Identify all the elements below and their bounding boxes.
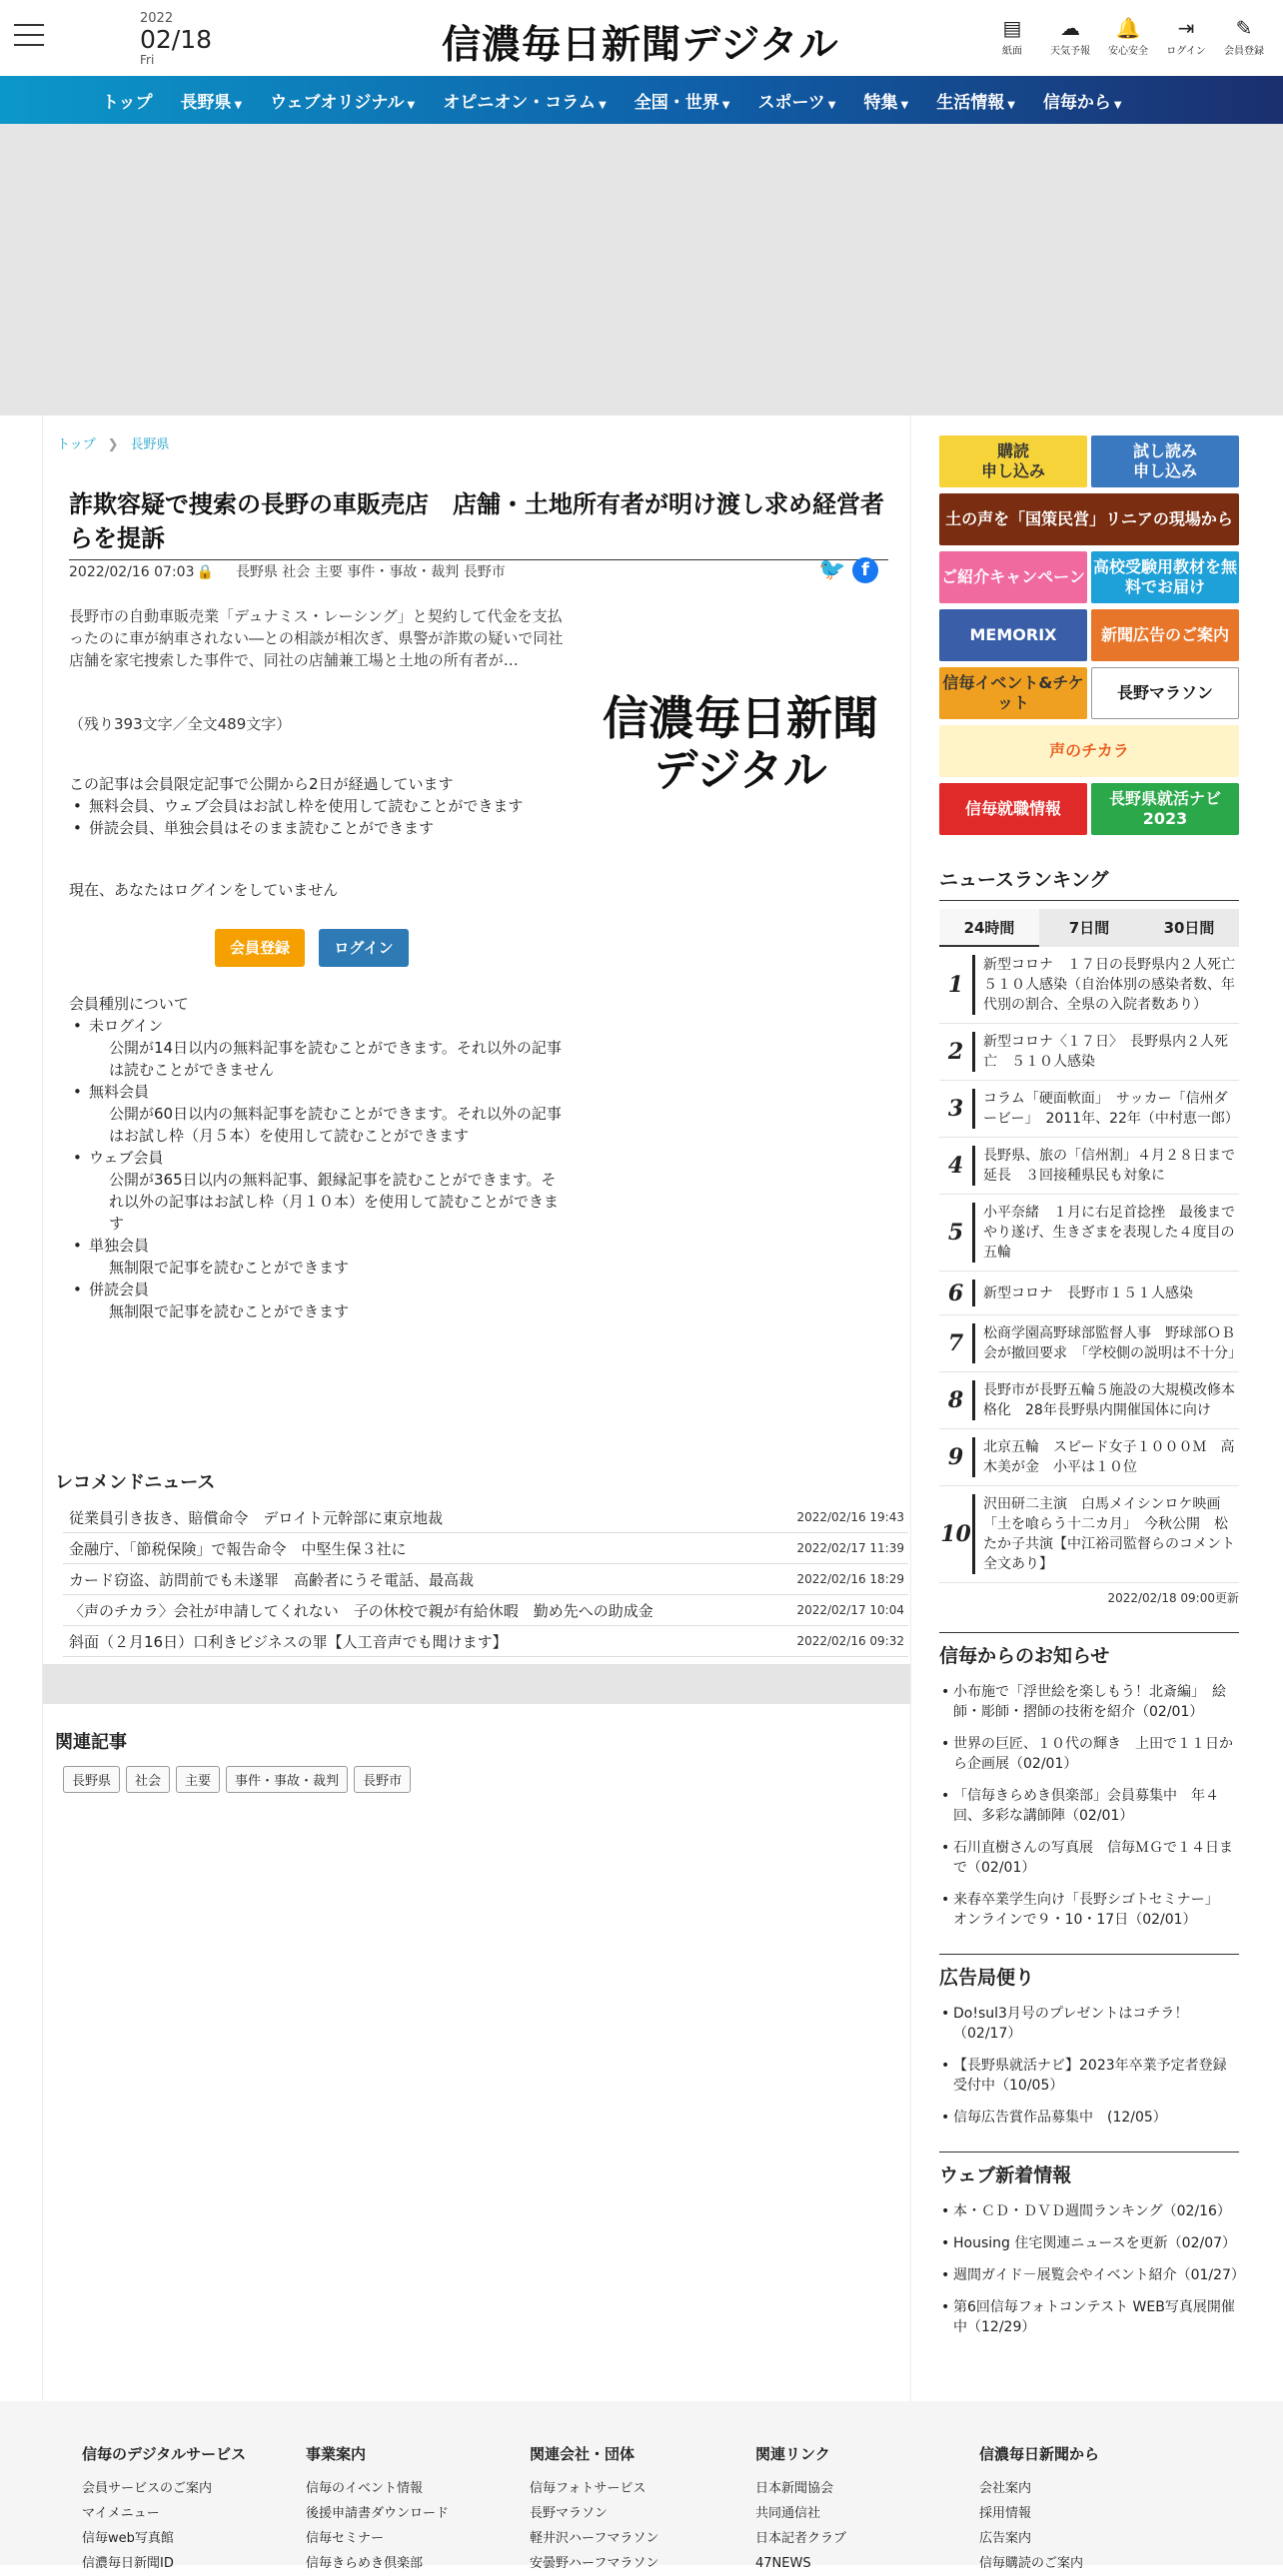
member-type-desc: 無制限で記事を読むことができます [109,1259,350,1277]
ranking-title: 長野県、旅の「信州割」４月２８日まで延長 ３回接種県民も対象に [983,1148,1235,1184]
bell-icon: 🔔 [1115,16,1141,40]
ranking-tab[interactable]: 30日間 [1163,919,1215,937]
ranking-item[interactable] [939,1138,1239,1195]
sidebar-banner[interactable]: 長野県就活ナビ2023 [1091,783,1239,835]
main-content [42,416,911,2401]
recommend-item[interactable] [63,1502,908,1533]
ranking-item[interactable] [939,1315,1242,1372]
image-logo-line2: デジタル [653,745,827,796]
member-types [69,993,565,1322]
image-logo-line1: 信濃毎日新聞 [603,691,878,745]
ranking-title: 新型コロナ 長野市１５１人感染 [983,1285,1193,1301]
sidebar-banner[interactable]: 長野マラソン [1091,667,1239,719]
nav-item-label: 全国・世界 [634,92,719,113]
member-type-name: • 単独会員 [69,1235,565,1257]
nav-item-4[interactable] [621,88,744,113]
notice-item[interactable]: • 石川直樹さんの写真展 信毎ＭＧで１４日まで（02/01） [939,1838,1239,1878]
ranking-updated: 2022/02/18 09:00更新 [1107,1591,1239,1605]
footer-link[interactable]: 会員サービスのご案内 [82,2481,213,2496]
sidebar-banner[interactable]: MEMORIX [939,609,1087,661]
member-types-list [69,1015,565,1322]
footer-links [530,2476,658,2576]
related-tags [63,1766,411,1793]
ranking-title: 長野市が長野五輪５施設の大規模改修本格化 28年長野県内開催国体に向け [983,1382,1235,1418]
recommend-list [63,1502,908,1657]
notice-item[interactable]: • 世界の巨匠、１０代の輝き 上田で１１日から企画展（02/01） [939,1734,1239,1774]
nav-item-label: 長野県 [180,92,232,113]
ad-area-2 [43,1664,910,1704]
related-tag[interactable]: 事件・事故・裁判 [226,1766,348,1793]
newspaper-icon: ▤ [1002,16,1022,40]
ranking-tab[interactable]: 24時間 [939,909,1039,947]
member-type-desc: 無制限で記事を読むことができます [109,1302,350,1320]
ranking-tabs [939,909,1239,947]
related-heading: 関連記事 [55,1732,127,1753]
webnew-item[interactable]: • 第6回信毎フォトコンテスト WEB写真展開催中（12/29） [939,2297,1239,2337]
ranking-list [939,947,1249,1583]
adnews-item[interactable]: • 信毎広告賞作品募集中 (12/05） [939,2108,1239,2128]
ranking-title: 小平奈緒 １月に右足首捻挫 最後までやり遂げ、生きざまを表現した４度目の五輪 [983,1205,1235,1261]
nav-item-label: ウェブオリジナル [270,92,405,113]
nav-item-5[interactable] [743,88,849,113]
article-image-logo [591,691,890,801]
recommend-item[interactable] [63,1595,908,1626]
header-icon-label: 天気予報 [1050,46,1090,57]
twitter-icon[interactable]: 🐦 [818,557,846,582]
sidebar-banners [939,435,1239,835]
nav-item-8[interactable] [1029,88,1136,113]
breadcrumb-current[interactable]: 長野県 [130,437,170,452]
facebook-icon[interactable]: f [852,557,878,583]
nav-item-label: オピニオン・コラム [443,92,597,113]
footer-column [755,2443,846,2576]
recommend-title: 〈声のチカラ〉会社が申請してくれない 子の休校で親が有給休暇 勤め先への助成金 [69,1601,653,1620]
footer-heading: 信毎のデジタルサービス [82,2445,247,2463]
adnews-item[interactable]: • 【長野県就活ナビ】2023年卒業予定者登録受付中（10/05） [939,2056,1239,2096]
sidebar-banner[interactable]: ご紹介キャンペーン [939,551,1087,603]
register-button[interactable]: 会員登録 [215,929,305,967]
ranking-title: コラム「硬面軟面」 サッカー「信州ダービー」 2011年、22年（中村恵一郎） [983,1091,1239,1127]
footer-link[interactable]: 軽井沢ハーフマラソン [530,2531,659,2546]
login-status: 現在、あなたはログインをしていません [69,881,339,899]
webnew-heading: ウェブ新着情報 [939,2151,1239,2201]
ranking-number: 5 [939,1203,975,1263]
notice-item[interactable]: • 小布施で「浮世絵を楽しもう！北斎編」 絵師・彫師・摺師の技術を紹介（02/01） [939,1682,1239,1722]
footer-link[interactable]: 信毎購読のご案内 [979,2556,1084,2571]
date-month-day: 02/18 [140,25,213,54]
recommend-item[interactable] [63,1533,908,1564]
footer-column [979,2443,1099,2576]
ranking-title: 松商学園高野球部監督人事 野球部ＯＢ会が撤回要求 「学校側の説明は不十分」 [983,1325,1242,1361]
footer-link[interactable]: 信毎フォトサービス [530,2481,646,2496]
paywall-info [69,773,565,839]
footer-link[interactable]: 広告案内 [979,2531,1032,2546]
footer-link[interactable]: 後援申請書ダウンロード [306,2506,450,2521]
signup-link[interactable] [1219,16,1269,57]
paywall-item: • 無料会員、ウェブ会員はお試し枠を使用して読むことができます [69,795,565,817]
site-footer [0,2401,1283,2571]
footer-column [530,2443,658,2576]
footer-link[interactable]: 信毎セミナー [306,2531,385,2546]
caret-down-icon: ▼ [827,99,836,111]
recommend-title: 従業員引き抜き、賠償命令 デロイト元幹部に東京地裁 [69,1508,443,1527]
footer-heading: 関連リンク [755,2445,830,2463]
date-weekday: Fri [140,53,155,67]
article-meta [69,561,506,581]
ad-area [0,124,1283,416]
ranking-title: 新型コロナ〈１７日〉 長野県内２人死亡 ５１０人感染 [983,1034,1228,1070]
footer-link[interactable]: 47NEWS [755,2556,811,2571]
footer-link[interactable]: 採用情報 [979,2506,1032,2521]
login-button[interactable]: ログイン [319,929,409,967]
caret-down-icon: ▼ [407,99,416,111]
header-icon-label: 会員登録 [1224,46,1264,57]
webnew-item[interactable]: • 週間ガイド－展覧会やイベント紹介（01/27） [939,2265,1239,2285]
footer-link[interactable]: 信毎web写真館 [82,2531,174,2546]
sidebar-banner[interactable]: 信毎イベント&チケット [939,667,1087,719]
header-icon-label: 安心安全 [1108,46,1148,57]
login-icon: ⇥ [1177,16,1195,40]
ranking-item[interactable] [939,1372,1239,1429]
lock-icon: 🔒 [196,564,214,580]
nav-item-label: 特集 [863,92,898,113]
footer-links [306,2476,449,2576]
ranking-number: 1 [939,955,975,1015]
sidebar-banner[interactable]: 新聞広告のご案内 [1091,609,1239,661]
notice-item[interactable]: • 「信毎きらめき倶楽部」会員募集中 年４回、多彩な講師陣（02/01） [939,1786,1239,1826]
footer-heading: 関連会社・団体 [530,2445,636,2463]
site-logo[interactable]: 信濃毎日新聞デジタル [442,22,839,68]
recommend-date: 2022/02/17 10:04 [796,1603,904,1617]
recommend-title: 斜面（２月16日）口利きビジネスの罪【人工音声でも聞けます】 [69,1632,508,1651]
nav-item-0[interactable] [88,88,167,113]
caret-down-icon: ▼ [599,99,607,111]
ranking-title: 沢田研二主演 白馬メイシンロケ映画「土を喰らう十二カ月」 今秋公開 松たか子共演【中江裕司監督らのコメント全文あり】 [983,1496,1235,1572]
footer-link[interactable]: マイメニュー [82,2506,160,2521]
auth-buttons [215,929,409,967]
footer-link[interactable]: 長野マラソン [530,2506,609,2521]
ranking-item[interactable] [939,1195,1239,1272]
article-datetime: 2022/02/16 07:03 [69,564,195,580]
newspaper-link[interactable] [987,16,1037,57]
current-date [140,12,212,66]
recommend-item[interactable] [63,1626,908,1657]
caret-down-icon: ▼ [1113,99,1122,111]
menu-icon[interactable] [14,24,46,48]
ranking-item[interactable] [939,1081,1239,1138]
ranking-number: 7 [939,1323,975,1363]
ranking-number: 3 [939,1089,975,1129]
recommend-title: 金融庁、「節税保険」で報告命令 中堅生保３社に [69,1539,407,1558]
sidebar-banner[interactable]: 試し読み 申し込み [1091,435,1239,487]
related-tag[interactable]: 長野県 [63,1766,120,1793]
ranking-number: 6 [939,1280,975,1306]
header-icons [987,16,1269,57]
paywall-text: この記事は会員限定記事で公開から2日が経過しています [69,775,454,793]
site-header [0,0,1283,76]
sidebar-banner[interactable]: 高校受験用教材を無料でお届け [1091,551,1239,603]
footer-links [82,2476,246,2576]
recommend-date: 2022/02/16 19:43 [796,1510,904,1524]
footer-link[interactable]: 信濃毎日新聞ID [82,2556,174,2571]
footer-link[interactable]: 会社案内 [979,2481,1032,2496]
footer-links [755,2476,846,2576]
ranking-title: 新型コロナ １７日の長野県内２人死亡 ５１０人感染（自治体別の感染者数、年代別の割合、全県の入院者数あり） [983,957,1249,1013]
member-type-desc: 公開が365日以内の無料記事、銀縁記事を読むことができます。それ以外の記事はお試し枠（月１０本）を使用して読むことができます [109,1171,560,1233]
adnews-item[interactable]: • Do!sul3月号のプレゼントはコチラ！（02/17） [939,2004,1239,2044]
footer-links [979,2476,1099,2576]
article-lead: 長野市の自動車販売業「デュナミス・レーシング」と契約して代金を支払ったのに車が納車されない―との相談が相次ぎ、県警が詐欺の疑いで同社店舗を家宅捜索した事件で、同社の店舗兼工場と土地の所有者が… [69,607,564,669]
ranking-item[interactable] [939,1272,1239,1315]
webnew-item[interactable]: • Housing 住宅関連ニュースを更新（02/07） [939,2233,1239,2253]
ranking-number: 4 [939,1146,975,1186]
footer-link[interactable]: 共同通信社 [755,2506,821,2521]
nav-item-1[interactable] [167,88,257,113]
related-tag[interactable]: 社会 [126,1766,170,1793]
nav-item-2[interactable] [256,88,429,113]
related-tag[interactable]: 長野市 [354,1766,411,1793]
notice-heading: 信毎からのお知らせ [939,1632,1239,1682]
nav-item-3[interactable] [429,88,621,113]
signup-icon: ✎ [1235,16,1253,40]
nav-item-label: スポーツ [757,92,825,113]
paywall-list [69,795,565,839]
member-type-name: • 無料会員 [69,1081,565,1103]
footer-link[interactable]: 日本新聞協会 [755,2481,834,2496]
webnew-item[interactable]: • 本・ＣＤ・ＤＶＤ週間ランキング（02/16） [939,2201,1239,2221]
footer-link[interactable]: 日本記者クラブ [755,2531,847,2546]
ranking-number: 2 [939,1032,975,1072]
footer-column [82,2443,246,2576]
member-type-name: • ウェブ会員 [69,1147,565,1169]
ranking-number: 9 [939,1437,975,1477]
recommend-title: カード窃盗、訪問前でも未遂罪 高齢者にうそ電話、最高裁 [69,1570,475,1589]
member-type-desc: 公開が14日以内の無料記事を読むことができます。それ以外の記事は読むことができません [109,1039,562,1079]
ranking-item[interactable] [939,1429,1239,1486]
article-remaining: （残り393文字／全文489文字） [69,715,292,733]
member-type-name: • 未ログイン [69,1015,565,1037]
caret-down-icon: ▼ [721,99,730,111]
footer-link[interactable]: 安曇野ハーフマラソン [530,2556,659,2571]
footer-link[interactable]: 信毎きらめき倶楽部 [306,2556,424,2571]
related-tag[interactable]: 主要 [176,1766,220,1793]
footer-column [306,2443,449,2576]
date-year: 2022 [140,11,174,26]
nav-item-6[interactable] [850,88,923,113]
member-type-name: • 併読会員 [69,1279,565,1300]
sidebar [939,435,1249,2349]
breadcrumb-separator-icon: ❯ [107,437,119,452]
nav-item-label: 生活情報 [936,92,1005,113]
notice-list [939,1682,1239,1930]
article-title: 詐欺容疑で捜索の長野の車販売店 店舗・土地所有者が明け渡し求め経営者らを提訴 [69,487,888,560]
ranking-title: 北京五輪 スピード女子１０００Ｍ 高木美が金 小平は１０位 [983,1439,1235,1475]
notice-item[interactable]: • 来春卒業学生向け「長野シゴトセミナー」 オンラインで９・10・17日（02/01） [939,1890,1239,1930]
adnews-list [939,2004,1239,2128]
member-type-desc: 公開が60日以内の無料記事を読むことができます。それ以外の記事はお試し枠（月５本）を使用して読むことができます [109,1105,562,1145]
caret-down-icon: ▼ [1007,99,1015,111]
ranking-heading: ニュースランキング [939,865,1239,901]
sidebar-banner[interactable]: 声のチカラ [939,725,1239,777]
nav-item-label: トップ [102,92,153,113]
weather-link[interactable] [1045,16,1095,57]
sidebar-banner[interactable]: 購読 申し込み [939,435,1087,487]
recommend-date: 2022/02/16 09:32 [796,1634,904,1648]
breadcrumb [57,433,170,452]
recommend-date: 2022/02/17 11:39 [796,1541,904,1555]
ranking-number: 8 [939,1380,975,1420]
nav-item-7[interactable] [922,88,1029,113]
nav-item-label: 信毎から [1042,92,1111,113]
ranking-tab[interactable]: 7日間 [1068,919,1110,937]
webnew-list [939,2201,1245,2337]
ranking-item[interactable] [939,1024,1239,1081]
recommend-date: 2022/02/16 18:29 [796,1572,904,1586]
header-icon-label: ログイン [1166,46,1206,57]
breadcrumb-home[interactable]: トップ [57,437,96,452]
ranking-item[interactable] [939,1486,1239,1583]
caret-down-icon: ▼ [900,99,909,111]
footer-heading: 事業案内 [306,2445,367,2463]
caret-down-icon: ▼ [234,99,243,111]
recommend-heading: レコメンドニュース [55,1472,216,1493]
global-nav [0,76,1283,124]
recommend-item[interactable] [63,1564,908,1595]
sidebar-banner[interactable]: 信毎就職情報 [939,783,1087,835]
login-link[interactable] [1161,16,1211,57]
bell-link[interactable] [1103,16,1153,57]
ranking-item[interactable] [939,947,1249,1024]
article-tags-inline: 長野県 社会 主要 事件・事故・裁判 長野市 [235,564,506,580]
sidebar-banner[interactable]: 土の声を「国策民営」リニアの現場から [939,493,1239,545]
footer-link[interactable]: 信毎のイベント情報 [306,2481,424,2496]
footer-heading: 信濃毎日新聞から [979,2445,1100,2463]
paywall-item: • 併読会員、単独会員はそのまま読むことができます [69,817,565,839]
header-icon-label: 紙面 [1002,46,1022,57]
adnews-heading: 広告局便り [939,1954,1239,2004]
share-buttons [818,557,878,583]
ranking-number: 10 [939,1494,975,1574]
member-types-heading: 会員種別について [69,995,189,1013]
weather-icon: ☁ [1060,16,1080,40]
